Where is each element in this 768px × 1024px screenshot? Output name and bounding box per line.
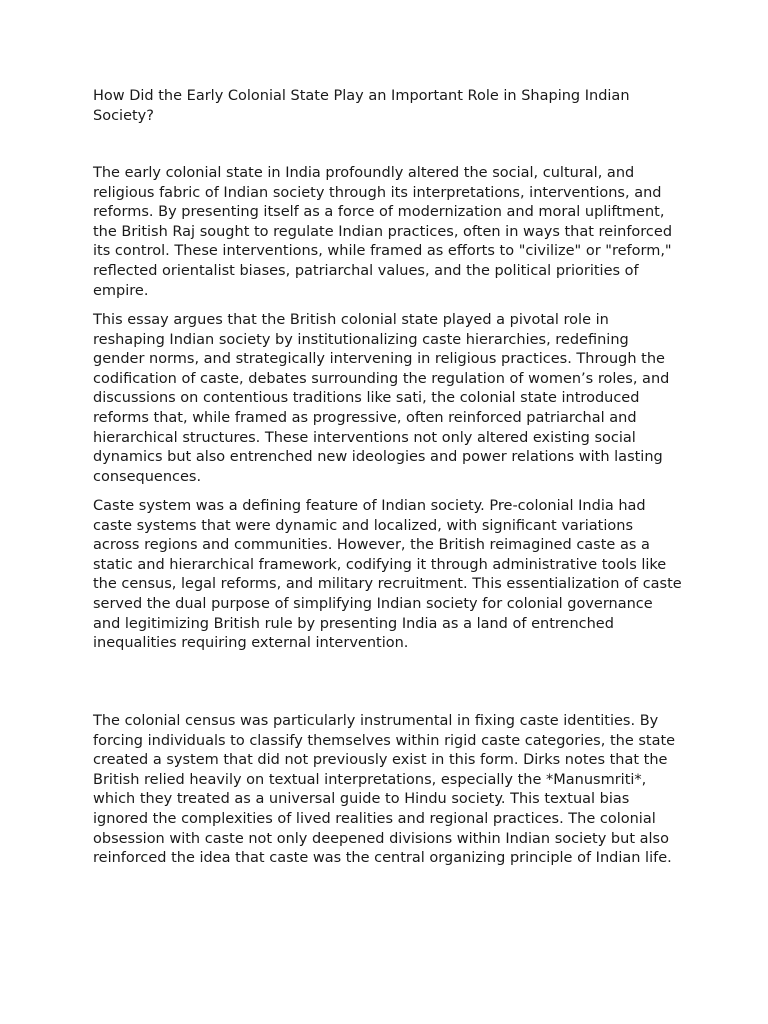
paragraph-introduction: The early colonial state in India profoundly altered the social, cultural, and religious fabric of Indian society through its interpretations, interventions, and reforms. By presenting itself as a force of modernization and moral upliftment, the British Raj sought to regulate Indian practices, often in ways that reinforced its control. These interventions, while framed as efforts to "civilize" or "reform," reflected orientalist biases, patriarchal values, and the political priorities of empire. [93, 165, 673, 299]
paragraph-thesis: This essay argues that the British colonial state played a pivotal role in reshaping Indian society by institutionalizing caste hierarchies, redefining gender norms, and strategically intervening in religious practices. Through the codification of caste, debates surrounding the regulation of women’s roles, and discussions on contentious traditions like sati, the colonial state introduced reforms that, while framed as progressive, often reinforced patriarchal and hierarchical structures. These interventions not only altered existing social dynamics but also entrenched new ideologies and power relations with lasting consequences. [93, 312, 670, 485]
document-title: How Did the Early Colonial State Play an Important Role in Shaping Indian Society? [93, 88, 630, 124]
paragraph-caste-system: Caste system was a defining feature of Indian society. Pre-colonial India had caste systems that were dynamic and localized, with significant variations across regions and communities. However, the British reimagined caste as a static and hierarchical framework, codifying it through administrative tools like the census, legal reforms, and military recruitment. This essentialization of caste served the dual purpose of simplifying Indian society for colonial governance and legitimizing British rule by presenting India as a land of entrenched inequalities requiring external intervention. [93, 498, 682, 652]
paragraph-colonial-census: The colonial census was particularly instrumental in fixing caste identities. By forcing individuals to classify themselves within rigid caste categories, the state created a system that did not previously exist in this form. Dirks notes that the British relied heavily on textual interpretations, especially the *Manusmriti*, which they treated as a universal guide to Hindu society. This textual bias ignored the complexities of lived realities and regional practices. The colonial obsession with caste not only deepened divisions within Indian society but also reinforced the idea that caste was the central organizing principle of Indian life. [93, 713, 676, 867]
